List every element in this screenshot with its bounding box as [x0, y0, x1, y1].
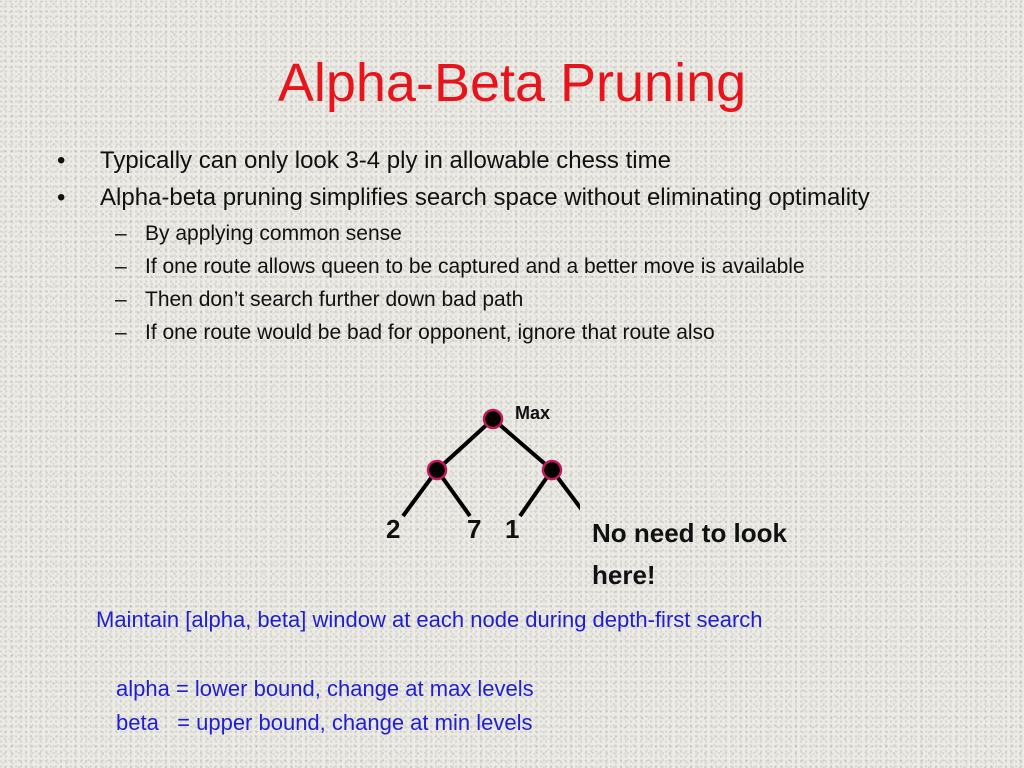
sub-bullet-item	[57, 283, 987, 316]
beta-definition: beta = upper bound, change at min levels	[116, 710, 533, 735]
node-left-min	[428, 461, 446, 479]
sub-bullet-text: Then don’t search further down bad path	[145, 288, 524, 311]
sub-bullet-item	[57, 250, 987, 283]
node-right-min	[543, 461, 561, 479]
bullet-item	[57, 145, 987, 176]
slide-title: Alpha-Beta Pruning	[277, 53, 747, 113]
sub-bullet-text: By applying common sense	[145, 222, 402, 245]
pruned-branch-note: No need to look here!	[592, 518, 787, 590]
bullet-text: Typically can only look 3-4 ply in allowable chess time	[100, 147, 671, 174]
edge-root-right	[493, 419, 552, 470]
bullet-text: Alpha-beta pruning simplifies search space without eliminating optimality	[100, 184, 870, 211]
leaf-value-1: 1	[505, 514, 520, 544]
sub-bullet-symbol: –	[115, 255, 127, 278]
node-root-max	[484, 410, 502, 428]
sub-bullet-symbol: –	[115, 288, 127, 311]
edge-root-left	[437, 419, 493, 470]
max-label: Max	[515, 403, 551, 423]
sub-bullet-symbol: –	[115, 222, 127, 245]
bullet-symbol: •	[57, 147, 66, 174]
sub-bullet-item	[57, 316, 987, 349]
sub-bullet-list	[57, 217, 987, 349]
bullet-symbol: •	[57, 184, 66, 211]
leaf-value-7: 7	[467, 514, 482, 544]
alpha-definition: alpha = lower bound, change at max levels	[116, 676, 534, 701]
sub-bullet-text: If one route would be bad for opponent, ignore that route also	[145, 321, 715, 344]
sub-bullet-text: If one route allows queen to be captured and a better move is available	[145, 255, 805, 278]
bullet-list	[57, 145, 987, 355]
window-description: Maintain [alpha, beta] window at each node during depth-first search	[96, 607, 763, 632]
sub-bullet-item	[57, 217, 987, 250]
bullet-item	[57, 182, 987, 349]
leaf-value-2: 2	[386, 514, 401, 544]
sub-bullet-symbol: –	[115, 321, 127, 344]
